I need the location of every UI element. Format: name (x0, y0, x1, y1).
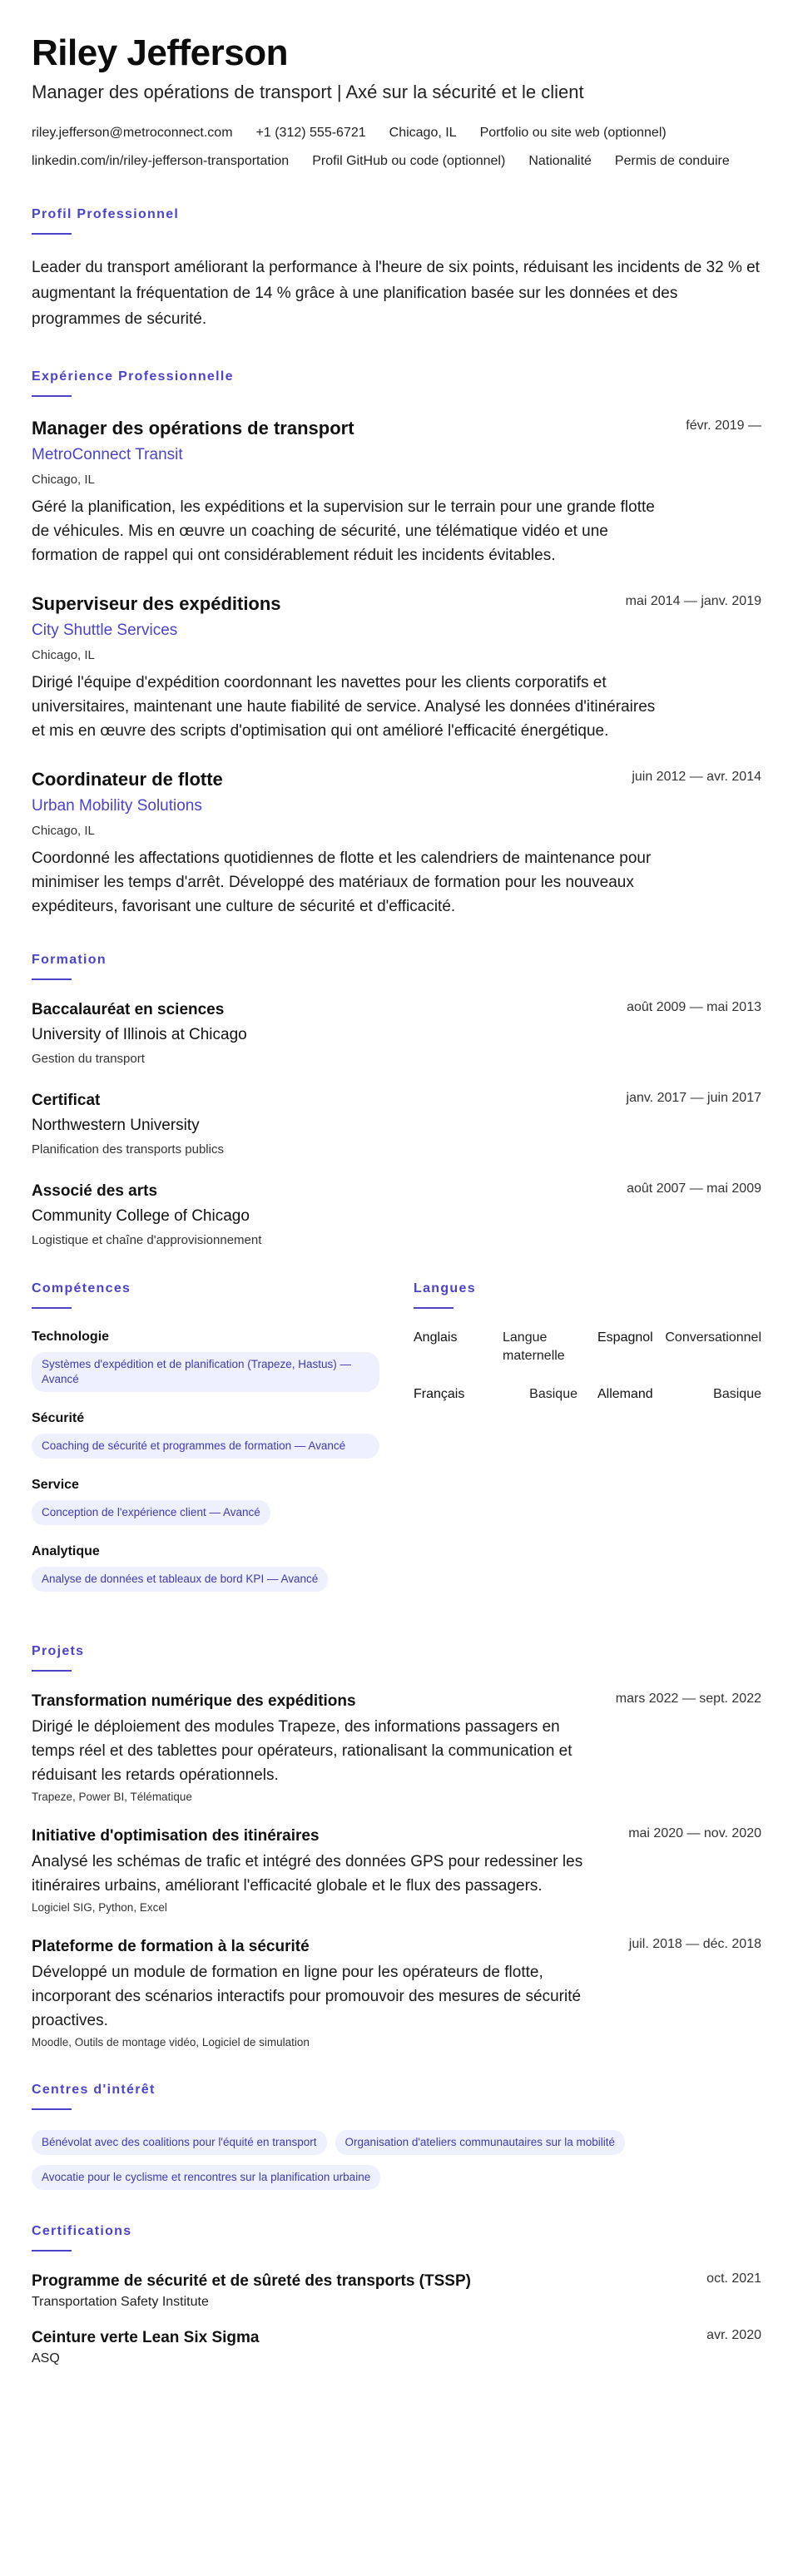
skill-group (32, 1543, 379, 1592)
skill-chip: Coaching de sécurité et programmes de formation — Avancé (32, 1434, 379, 1459)
education-date: août 2009 — mai 2013 (627, 1000, 761, 1014)
skills-section (32, 1281, 379, 1610)
project-title: Transformation numérique des expéditions (32, 1692, 356, 1710)
certification-item (32, 2271, 761, 2310)
experience-section (32, 369, 761, 919)
project-item (32, 1826, 761, 1914)
education-item (32, 1091, 761, 1157)
section-divider (32, 2108, 72, 2110)
candidate-name: Riley Jefferson (32, 32, 288, 73)
profile-section (32, 206, 761, 332)
skills-languages-row (32, 1281, 761, 1610)
projects-section (32, 1643, 761, 2048)
skill-chip: Analyse de données et tableaux de bord KPI — Avancé (32, 1567, 328, 1592)
section-title: Centres d'intérêt (32, 2083, 156, 2097)
education-item (32, 1181, 761, 1247)
experience-item (32, 417, 761, 567)
certification-issuer: ASQ (32, 2351, 60, 2365)
section-title: Certifications (32, 2224, 132, 2238)
profile-summary: Leader du transport améliorant la performance à l'heure de six points, réduisant les incidents de 32 % et augmentant la fréquentation de 14 % grâce à une planification basée sur les données et des programmes de sécurité. (32, 259, 760, 328)
certification-issuer: Transportation Safety Institute (32, 2295, 209, 2309)
job-date: juin 2012 — avr. 2014 (632, 770, 761, 784)
job-location: Chicago, IL (32, 473, 95, 487)
degree: Associé des arts (32, 1182, 158, 1200)
section-title: Profil Professionnel (32, 207, 180, 221)
language-name: Anglais (414, 1330, 458, 1345)
school: University of Illinois at Chicago (32, 1026, 247, 1043)
contact-license: Permis de conduire (614, 154, 730, 168)
project-tech: Logiciel SIG, Python, Excel (32, 1901, 167, 1914)
experience-item (32, 768, 761, 919)
section-title: Expérience Professionnelle (32, 369, 234, 384)
school: Community College of Chicago (32, 1207, 250, 1225)
language-name: Français (414, 1387, 465, 1401)
candidate-headline: Manager des opérations de transport | Axé sur la sécurité et le client (32, 82, 584, 102)
language-name: Espagnol (597, 1330, 653, 1345)
project-tech: Trapeze, Power BI, Télématique (32, 1791, 192, 1803)
language-level: Langue maternelle (503, 1330, 565, 1363)
language-level: Basique (713, 1387, 761, 1401)
school: Northwestern University (32, 1117, 200, 1134)
job-company: MetroConnect Transit (32, 446, 183, 463)
section-divider (414, 1307, 453, 1309)
job-description: Dirigé l'équipe d'expédition coordonnant les navettes pour les clients corporatifs et universitaires, maintenant une haute fiabilité de service. Analysé les données d'itinéraires et mis en œuvre des scripts d'optimisation qui ont amélioré l'efficacité énergétique. (32, 674, 656, 740)
certification-title: Ceinture verte Lean Six Sigma (32, 2329, 260, 2346)
project-date: mars 2022 — sept. 2022 (615, 1692, 761, 1706)
project-item (32, 1692, 761, 1803)
project-title: Initiative d'optimisation des itinéraires (32, 1827, 320, 1845)
job-location: Chicago, IL (32, 648, 95, 662)
section-title: Projets (32, 1644, 85, 1658)
skill-chip: Conception de l'expérience client — Avancé (32, 1500, 270, 1525)
language-name: Allemand (597, 1387, 653, 1401)
contact-nationality: Nationalité (528, 154, 592, 168)
interests-section (32, 2082, 761, 2190)
job-date: mai 2014 — janv. 2019 (625, 594, 761, 608)
project-tech: Moodle, Outils de montage vidéo, Logiciel de simulation (32, 2036, 310, 2048)
section-divider (32, 233, 72, 235)
language-grid (414, 1329, 761, 1404)
job-description: Géré la planification, les expéditions et la supervision sur le terrain pour une grande flotte de véhicules. Mis en œuvre un coaching de sécurité, une télématique vidéo et une formation de rappel qui ont considérablement réduit les incidents évitables. (32, 498, 655, 564)
skill-chip: Systèmes d'expédition et de planification (Trapeze, Hastus) — Avancé (32, 1352, 379, 1392)
certification-date: avr. 2020 (706, 2328, 761, 2342)
language-item (597, 1329, 761, 1365)
section-divider (32, 2250, 72, 2252)
experience-item (32, 592, 761, 743)
field-of-study: Logistique et chaîne d'approvisionnement (32, 1233, 262, 1247)
language-level: Conversationnel (665, 1330, 761, 1345)
field-of-study: Gestion du transport (32, 1052, 145, 1066)
section-title: Compétences (32, 1281, 131, 1295)
certification-date: oct. 2021 (706, 2271, 761, 2286)
language-level: Basique (529, 1387, 577, 1401)
job-title: Coordinateur de flotte (32, 769, 223, 790)
interest-list (32, 2130, 747, 2190)
job-description: Coordonné les affectations quotidiennes de flotte et les calendriers de maintenance pour minimiser les temps d'arrêt. Développé des matériaux de formation pour les nouveaux expéditeurs, favorisant une culture de sécurité et d'efficacité. (32, 850, 652, 915)
interest-chip: Avocatie pour le cyclisme et rencontres sur la planification urbaine (32, 2165, 380, 2190)
field-of-study: Planification des transports publics (32, 1142, 224, 1157)
project-description: Développé un module de formation en ligne pour les opérateurs de flotte, incorporant des scénarios interactifs pour promouvoir des mesures de sécurité proactives. (32, 1964, 582, 2029)
interest-chip: Bénévolat avec des coalitions pour l'équité en transport (32, 2130, 327, 2155)
section-title: Formation (32, 953, 107, 967)
section-divider (32, 395, 72, 397)
language-item (597, 1385, 761, 1404)
skill-group (32, 1329, 379, 1392)
education-item (32, 1000, 761, 1066)
education-date: août 2007 — mai 2009 (627, 1181, 761, 1196)
project-date: juil. 2018 — déc. 2018 (628, 1937, 761, 1951)
job-title: Manager des opérations de transport (32, 418, 354, 438)
education-date: janv. 2017 — juin 2017 (626, 1091, 761, 1105)
certification-title: Programme de sécurité et de sûreté des transports (TSSP) (32, 2272, 471, 2290)
project-date: mai 2020 — nov. 2020 (628, 1826, 761, 1840)
degree: Baccalauréat en sciences (32, 1001, 225, 1018)
contact-linkedin[interactable]: linkedin.com/in/riley-jefferson-transportation (32, 154, 290, 168)
job-company: City Shuttle Services (32, 622, 178, 639)
skill-category: Technologie (32, 1330, 110, 1344)
contact-list (32, 125, 761, 170)
skill-group (32, 1410, 379, 1459)
job-location: Chicago, IL (32, 824, 95, 838)
section-title: Langues (414, 1281, 476, 1295)
certification-item (32, 2328, 761, 2366)
project-title: Plateforme de formation à la sécurité (32, 1938, 310, 1955)
degree: Certificat (32, 1092, 101, 1109)
resume-header (32, 32, 761, 170)
job-company: Urban Mobility Solutions (32, 797, 202, 815)
contact-portfolio[interactable]: Portfolio ou site web (optionnel) (479, 126, 667, 140)
certifications-section (32, 2223, 761, 2366)
project-description: Analysé les schémas de trafic et intégré des données GPS pour redessiner les itinéraires urbains, améliorant l'efficacité globale et le flux des passagers. (32, 1853, 583, 1895)
section-divider (32, 1670, 72, 1672)
contact-location: Chicago, IL (389, 126, 457, 140)
skill-category: Service (32, 1478, 79, 1492)
project-description: Dirigé le déploiement des modules Trapeze, des informations passagers en temps réel et des tablettes pour opérateurs, rationalisant la communication et réduisant les retards opérationnels. (32, 1718, 572, 1784)
skill-category: Analytique (32, 1544, 100, 1558)
project-item (32, 1937, 761, 2048)
education-section (32, 952, 761, 1247)
interest-chip: Organisation d'ateliers communautaires sur la mobilité (335, 2130, 625, 2155)
contact-github[interactable]: Profil GitHub ou code (optionnel) (312, 154, 506, 168)
contact-phone[interactable]: +1 (312) 555-6721 (255, 126, 366, 140)
skill-group (32, 1477, 379, 1525)
languages-section (414, 1281, 761, 1610)
job-date: févr. 2019 — (686, 419, 761, 433)
section-divider (32, 1307, 72, 1309)
language-item (414, 1385, 577, 1404)
skill-category: Sécurité (32, 1411, 85, 1425)
job-title: Superviseur des expéditions (32, 593, 281, 614)
contact-email[interactable]: riley.jefferson@metroconnect.com (32, 126, 233, 140)
section-divider (32, 978, 72, 980)
language-item (414, 1329, 577, 1365)
